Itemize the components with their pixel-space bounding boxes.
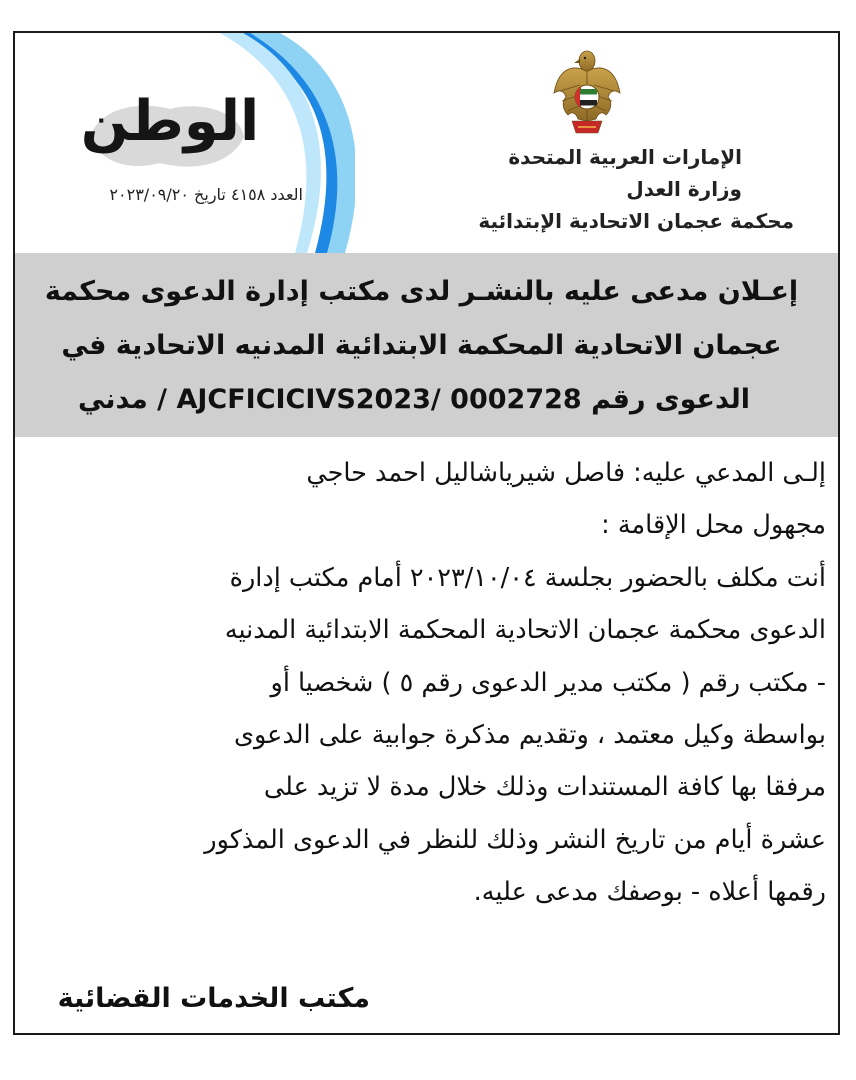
ministry-name: وزارة العدل xyxy=(626,177,742,201)
court-name: محكمة عجمان الاتحادية الإبتدائية xyxy=(478,209,794,233)
notice-title-banner xyxy=(15,253,838,437)
issue-info: العدد ٤١٥٨ تاريخ ٢٠٢٣/٠٩/٢٠ xyxy=(109,185,303,204)
title-line: عجمان الاتحادية المحكمة الابتدائية المدنيه الاتحادية في xyxy=(61,330,782,361)
uae-falcon-emblem-icon xyxy=(550,41,624,141)
notice-frame xyxy=(13,31,840,1035)
title-line: إعـلان مدعى عليه بالنشـر لدى مكتب إدارة الدعوى محكمة xyxy=(44,276,799,307)
government-block xyxy=(422,141,794,237)
body-line: عشرة أيام من تاريخ النشر وذلك للنظر في الدعوى المذكور xyxy=(204,824,826,855)
body-line: رقمها أعلاه - بوصفك مدعى عليه. xyxy=(473,877,826,908)
body-line: أنت مكلف بالحضور بجلسة ٢٠٢٣/١٠/٠٤ أمام مكتب إدارة xyxy=(229,562,826,593)
country-name: الإمارات العربية المتحدة xyxy=(508,145,742,169)
newspaper-name: الوطن xyxy=(80,89,260,154)
body-line: مجهول محل الإقامة : xyxy=(601,510,826,541)
body-line: بواسطة وكيل معتمد ، وتقديم مذكرة جوابية على الدعوى xyxy=(234,720,826,751)
notice-body xyxy=(21,447,826,919)
body-line: الدعوى محكمة عجمان الاتحادية المحكمة الابتدائية المدنيه xyxy=(224,615,826,646)
title-line: الدعوى رقم AJCFICICIVS2023/ 0002728 / مدني xyxy=(78,384,750,415)
notice-header xyxy=(15,33,838,253)
signature-office: مكتب الخدمات القضائية xyxy=(57,983,370,1014)
body-line: إلـى المدعي عليه: فاصل شيرياشاليل احمد حاجي xyxy=(306,458,826,488)
newspaper-logo xyxy=(70,91,260,181)
body-line: - مكتب رقم ( مكتب مدير الدعوى رقم ٥ ) شخصيا أو xyxy=(270,667,826,698)
body-line: مرفقا بها كافة المستندات وذلك خلال مدة لا تزيد على xyxy=(263,772,826,803)
